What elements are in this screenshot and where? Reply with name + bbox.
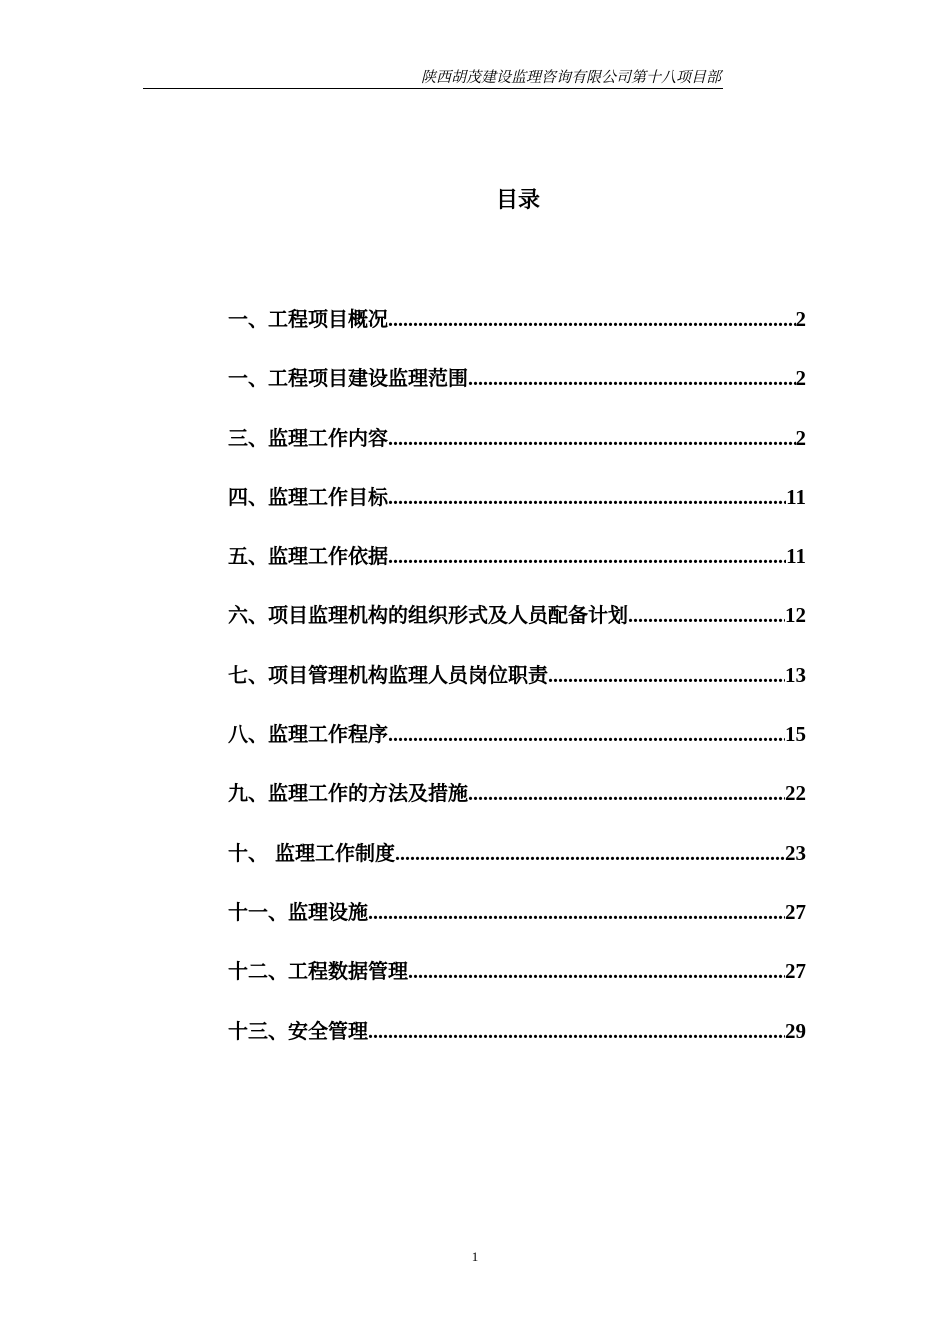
toc-entry[interactable]	[228, 600, 806, 659]
toc-entry-label: 十二、工程数据管理	[228, 959, 408, 984]
toc-dot-leader	[388, 542, 786, 572]
toc-entry-label: 十一、监理设施	[228, 899, 368, 924]
toc-entry[interactable]	[228, 423, 806, 482]
toc-entry-page: 2	[795, 366, 806, 391]
toc-dot-leader	[468, 364, 796, 394]
toc-entry[interactable]	[228, 838, 806, 897]
toc-dot-leader	[395, 839, 785, 869]
toc-entry[interactable]	[228, 482, 806, 541]
toc-dot-leader	[388, 483, 786, 513]
toc-entry[interactable]	[228, 660, 806, 719]
toc-entry-page: 2	[795, 425, 806, 450]
toc-entry[interactable]	[228, 778, 806, 837]
toc-entry[interactable]	[228, 719, 806, 778]
toc-dot-leader	[408, 957, 785, 987]
toc-entry-page: 11	[786, 484, 806, 509]
toc-entry-label: 一、工程项目建设监理范围	[228, 366, 468, 391]
toc-dot-leader	[388, 720, 785, 750]
toc-entry-label: 八、监理工作程序	[228, 722, 388, 747]
toc-entry-page: 11	[786, 544, 806, 569]
toc-entry[interactable]	[228, 1016, 806, 1075]
toc-entry[interactable]	[228, 363, 806, 422]
toc-entry-page: 23	[785, 840, 806, 865]
toc-entry-label: 一、工程项目概况	[228, 307, 388, 331]
toc-entry[interactable]	[228, 304, 806, 363]
toc-entry[interactable]	[228, 897, 806, 956]
toc-entry-page: 22	[785, 781, 806, 806]
header-company-name: 陕西胡茂建设监理咨询有限公司第十八项目部	[420, 68, 721, 86]
toc-entry[interactable]	[228, 956, 806, 1015]
toc-entry-label: 十、 监理工作制度	[228, 840, 395, 865]
toc-entry-label: 三、监理工作内容	[228, 425, 388, 450]
toc-entry-page: 2	[795, 307, 806, 331]
toc-dot-leader	[368, 1017, 785, 1047]
toc-dot-leader	[388, 424, 796, 454]
toc-dot-leader	[548, 661, 785, 691]
page-header	[143, 62, 723, 89]
toc-dot-leader	[368, 898, 785, 928]
toc-entry[interactable]	[228, 541, 806, 600]
toc-entry-label: 五、监理工作依据	[228, 544, 388, 569]
toc-dot-leader	[628, 601, 785, 631]
toc-entry-label: 七、项目管理机构监理人员岗位职责	[228, 662, 548, 687]
toc-entry-page: 27	[785, 959, 806, 984]
toc-entry-page: 12	[785, 603, 806, 628]
toc-entry-label: 六、项目监理机构的组织形式及人员配备计划	[228, 603, 628, 628]
toc-dot-leader	[468, 779, 785, 809]
toc-entry-label: 九、监理工作的方法及措施	[228, 781, 468, 806]
toc-entry-page: 27	[785, 899, 806, 924]
toc-entry-label: 十三、安全管理	[228, 1018, 368, 1043]
toc-dot-leader	[388, 305, 796, 335]
table-of-contents	[228, 304, 806, 1075]
toc-title: 目录	[495, 188, 540, 213]
toc-entry-page: 15	[785, 722, 806, 747]
page-number: 1	[471, 1249, 479, 1264]
toc-entry-page: 13	[785, 662, 806, 687]
toc-entry-page: 29	[785, 1018, 806, 1043]
toc-entry-label: 四、监理工作目标	[228, 484, 388, 509]
